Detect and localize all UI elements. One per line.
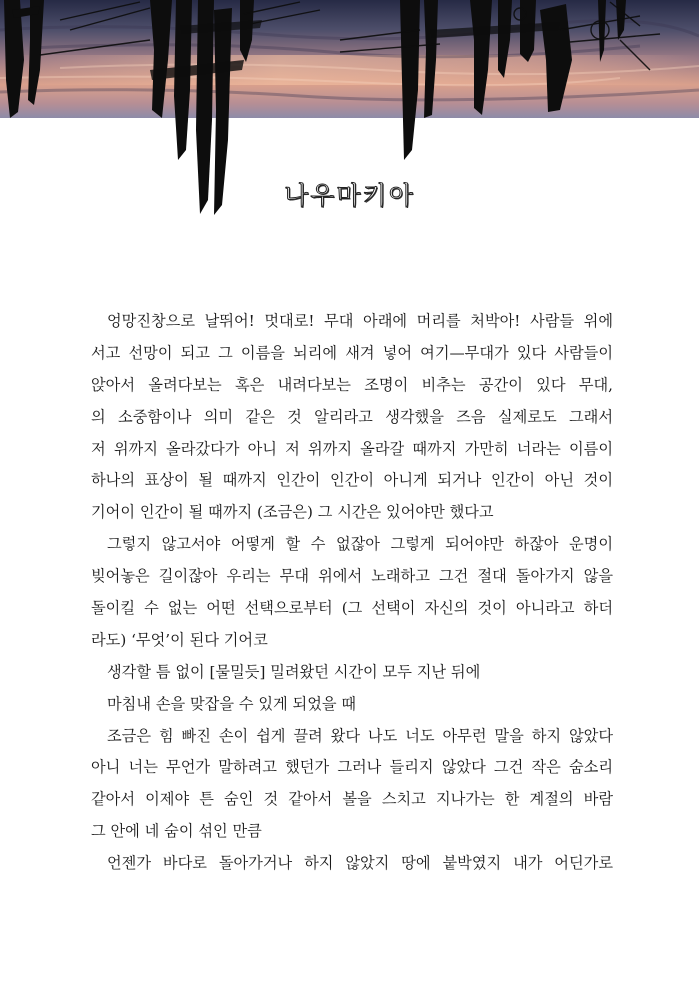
poem-line: 마침내 손을 맞잡을 수 있게 되었을 때 bbox=[107, 694, 357, 713]
poem-line: 빚어놓은 길이잖아 우리는 무대 위에서 노래하고 그건 절대 돌아가지 않을 bbox=[91, 567, 613, 586]
poem-line: 아니 너는 무언가 말하려고 했던가 그러나 들리지 않았다 그건 작은 숨소리 bbox=[91, 758, 613, 777]
poem-line: 언젠가 바다로 돌아가거나 하지 않았지 땅에 붙박였지 내가 어딘가로 bbox=[107, 854, 613, 873]
poem-line: 하나의 표상이 될 때까지 인간이 인간이 아니게 되거나 인간이 아닌 것이 bbox=[91, 471, 613, 490]
poem-line: 돌이킬 수 없는 어떤 선택으로부터 (그 선택이 자신의 것이 아니라고 하더 bbox=[91, 599, 613, 618]
poem-line: 같아서 이제야 튼 숨인 것 같아서 볼을 스치고 지나가는 한 계절의 바람 bbox=[91, 790, 613, 809]
poem-line: 저 위까지 올라갔다가 아니 저 위까지 올라갈 때까지 가만히 너라는 이름이 bbox=[91, 439, 613, 458]
poem-line: 서고 선망이 되고 그 이름을 뇌리에 새겨 넣어 여기—무대가 있다 사람들이 bbox=[91, 343, 613, 362]
poem-line: 의 소중함이나 의미 같은 것 알리라고 생각했을 즈음 실제로도 그래서 bbox=[91, 407, 613, 426]
poem-line: 라도) ‘무엇’이 된다 기어코 bbox=[91, 630, 268, 649]
poem-line: 기어이 인간이 될 때까지 (조금은) 그 시간은 있어야만 했다고 bbox=[91, 503, 494, 522]
poem-body bbox=[91, 306, 613, 880]
poem-line: 앉아서 올려다보는 혹은 내려다보는 조명이 비추는 공간이 있다 무대, bbox=[91, 375, 613, 394]
poem-line: 엉망진창으로 날뛰어! 멋대로! 무대 아래에 머리를 처박아! 사람들 위에 bbox=[107, 312, 613, 330]
poem-line: 그 안에 네 숨이 섞인 만큼 bbox=[91, 822, 262, 841]
page-title: 나우마키아 bbox=[284, 181, 415, 210]
poem-line: 그렇지 않고서야 어떻게 할 수 없잖아 그렇게 되어야만 하잖아 운명이 bbox=[107, 535, 613, 554]
poem-line: 생각할 틈 없이 [물밀듯] 밀려왔던 시간이 모두 지난 뒤에 bbox=[107, 662, 481, 681]
poem-line: 조금은 힘 빠진 손이 쉽게 끌려 왔다 나도 너도 아무런 말을 하지 않았다 bbox=[107, 726, 613, 745]
